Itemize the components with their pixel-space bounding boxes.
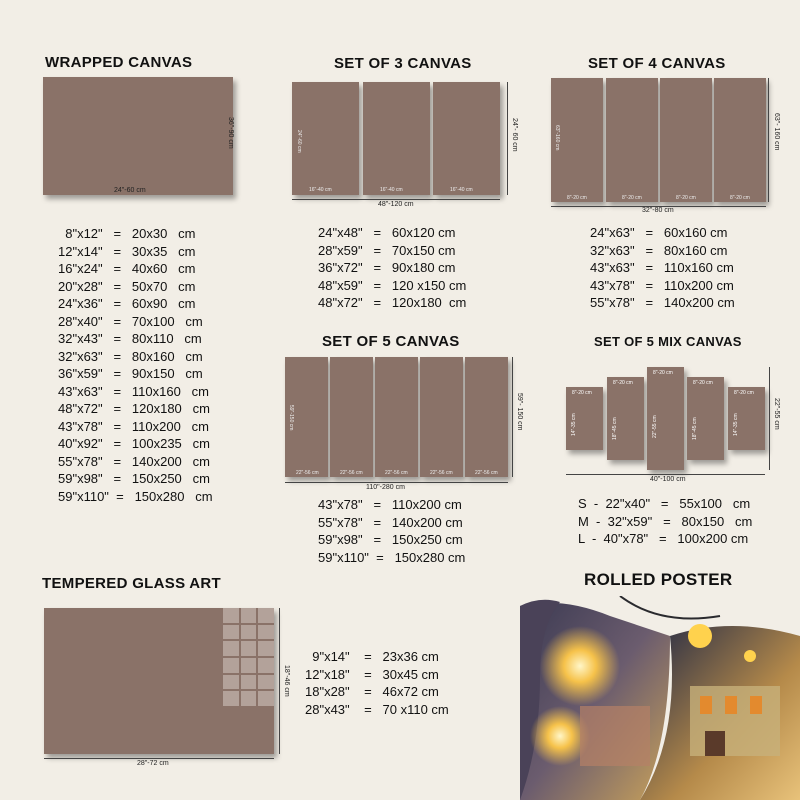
size-row: 28"x59" = 70x150 cm xyxy=(318,242,456,258)
set5mix-height-line xyxy=(769,367,770,470)
size-row: 28"x43" = 70 x110 cm xyxy=(305,701,449,717)
wrapped-height-label: 36"-90 cm xyxy=(227,117,234,149)
set5mix-side-label: 14"-35 cm xyxy=(733,413,739,436)
set3-size-list xyxy=(318,224,466,312)
set3-inner-label: 24"-60 cm xyxy=(296,130,302,153)
size-row: 43"x63" = 110x160 cm xyxy=(58,383,209,399)
set5mix-height-label: 22"-55 cm xyxy=(773,398,780,430)
set5-title: SET OF 5 CANVAS xyxy=(322,333,460,350)
size-row: 24"x48" = 60x120 cm xyxy=(318,225,456,240)
set5mix-width-line xyxy=(566,474,765,475)
size-row: 36"x72" = 90x180 cm xyxy=(318,260,456,275)
size-row: 12"x14" = 30x35 cm xyxy=(58,243,196,259)
size-row: 59"x98" = 150x250 cm xyxy=(58,471,210,486)
size-row: 43"x78" = 110x200 cm xyxy=(58,418,209,434)
set4-panel xyxy=(660,78,712,202)
set5mix-side-label: 22"-55 cm xyxy=(652,415,658,438)
set5mix-side-label: 18"-45 cm xyxy=(612,417,618,440)
size-row: 20"x28" = 50x70 cm xyxy=(58,278,196,294)
poster-artwork xyxy=(520,596,800,800)
glass-width-line xyxy=(44,758,274,759)
glass-width-label: 28"-72 cm xyxy=(137,760,169,767)
size-row: 55"x78" = 140x200 cm xyxy=(58,453,210,469)
set5-panel xyxy=(375,357,418,477)
set5-panel xyxy=(420,357,463,477)
set5mix-title: SET OF 5 MIX CANVAS xyxy=(594,334,742,349)
size-row: 43"x78" = 110x200 cm xyxy=(590,277,734,293)
wrapped-width-label: 24"-60 cm xyxy=(114,187,146,194)
set5-panel-label: 22"-56 cm xyxy=(340,470,363,476)
set4-panel-label: 8"-20 cm xyxy=(676,195,696,201)
size-row: 8"x12" = 20x30 cm xyxy=(58,226,196,241)
set5mix-total-label: 40"-100 cm xyxy=(650,476,686,483)
wrapped-canvas-title: WRAPPED CANVAS xyxy=(45,54,193,71)
set3-panel-label: 16"-40 cm xyxy=(450,187,473,193)
size-row: 12"x18" = 30x45 cm xyxy=(305,666,439,682)
size-row: L - 40"x78" = 100x200 cm xyxy=(578,531,749,546)
size-row: 24"x63" = 60x160 cm xyxy=(590,225,728,240)
size-row: 55"x78" = 140x200 cm xyxy=(590,295,735,310)
set5mix-panel-label: 8"-20 cm xyxy=(653,370,673,376)
glass-reflection xyxy=(223,608,274,706)
size-row: 59"x98" = 150x250 cm xyxy=(318,532,463,547)
size-row: 18"x28" = 46x72 cm xyxy=(305,684,439,699)
size-row: 32"x63" = 80x160 cm xyxy=(58,348,203,364)
glass-height-line xyxy=(279,608,280,754)
set5-height-label: 59"- 150 cm xyxy=(516,393,523,431)
size-row: 43"x63" = 110x160 cm xyxy=(590,260,734,275)
set4-panel-label: 8"-20 cm xyxy=(622,195,642,201)
size-row: S - 22"x40" = 55x100 cm xyxy=(578,496,751,511)
set3-panel-label: 16"-40 cm xyxy=(309,187,332,193)
set4-size-list xyxy=(590,224,735,312)
size-row: 9"x14" = 23x36 cm xyxy=(305,649,439,664)
set5-panel xyxy=(330,357,373,477)
size-row: M - 32"x59" = 80x150 cm xyxy=(578,513,753,529)
set5mix-panel-label: 8"-20 cm xyxy=(572,390,592,396)
set3-width-line xyxy=(292,199,500,200)
rolled-poster-image xyxy=(520,596,800,800)
size-row: 59"x110" = 150x280 cm xyxy=(318,549,466,565)
size-row: 32"x43" = 80x110 cm xyxy=(58,331,202,346)
wrapped-size-list xyxy=(58,225,213,505)
set3-title: SET OF 3 CANVAS xyxy=(334,55,472,72)
poster-title: ROLLED POSTER xyxy=(584,570,733,589)
set3-panel xyxy=(292,82,359,195)
size-row: 43"x78" = 110x200 cm xyxy=(318,497,462,512)
set5-inner-label: 59"-150 cm xyxy=(288,405,294,431)
size-row: 48"x72" = 120x180 cm xyxy=(318,295,467,310)
set5-width-line xyxy=(285,482,508,483)
glass-size-list xyxy=(305,648,449,718)
set4-height-label: 63"- 160 cm xyxy=(773,113,780,151)
size-row: 59"x110" = 150x280 cm xyxy=(58,488,213,504)
set5-height-line xyxy=(512,357,513,477)
set4-inner-label: 63"-160 cm xyxy=(554,125,560,151)
set5-panel-label: 22"-56 cm xyxy=(385,470,408,476)
set4-panel-label: 8"-20 cm xyxy=(567,195,587,201)
set5-total-label: 110"-280 cm xyxy=(366,484,405,491)
size-row: 28"x40" = 70x100 cm xyxy=(58,313,203,329)
set4-total-label: 32"-80 cm xyxy=(642,207,674,214)
set5mix-panel-label: 8"-20 cm xyxy=(613,380,633,386)
set4-height-line xyxy=(768,78,769,202)
set5mix-side-label: 18"-45 cm xyxy=(692,417,698,440)
set5mix-side-label: 14"-35 cm xyxy=(571,413,577,436)
set4-panel xyxy=(714,78,766,202)
size-row: 40"x92" = 100x235 cm xyxy=(58,436,210,451)
set5mix-panel-label: 8"-20 cm xyxy=(693,380,713,386)
set3-panel-label: 16"-40 cm xyxy=(380,187,403,193)
set5-size-list xyxy=(318,496,465,566)
size-row: 48"x72" = 120x180 cm xyxy=(58,401,210,416)
set4-panel xyxy=(606,78,658,202)
size-row: 48"x59" = 120 x150 cm xyxy=(318,277,467,293)
glass-title: TEMPERED GLASS ART xyxy=(42,575,222,592)
size-row: 32"x63" = 80x160 cm xyxy=(590,242,728,258)
set3-total-label: 48"-120 cm xyxy=(378,201,414,208)
set5-panel xyxy=(465,357,508,477)
wrapped-canvas-panel xyxy=(43,77,233,195)
set3-height-label: 24"- 60 cm xyxy=(511,118,518,152)
set5mix-size-list xyxy=(578,495,752,548)
set3-panel xyxy=(363,82,430,195)
size-row: 36"x59" = 90x150 cm xyxy=(58,366,203,381)
size-row: 16"x24" = 40x60 cm xyxy=(58,261,196,276)
size-row: 24"x36" = 60x90 cm xyxy=(58,296,196,311)
set3-height-line xyxy=(507,82,508,195)
set5mix-panel-label: 8"-20 cm xyxy=(734,390,754,396)
set5-panel-label: 22"-56 cm xyxy=(296,470,319,476)
glass-height-label: 18"-46 cm xyxy=(283,665,290,697)
set5-panel-label: 22"-56 cm xyxy=(430,470,453,476)
set3-panel xyxy=(433,82,500,195)
set4-panel-label: 8"-20 cm xyxy=(730,195,750,201)
set4-title: SET OF 4 CANVAS xyxy=(588,55,726,72)
set5-panel-label: 22"-56 cm xyxy=(475,470,498,476)
size-row: 55"x78" = 140x200 cm xyxy=(318,514,463,530)
